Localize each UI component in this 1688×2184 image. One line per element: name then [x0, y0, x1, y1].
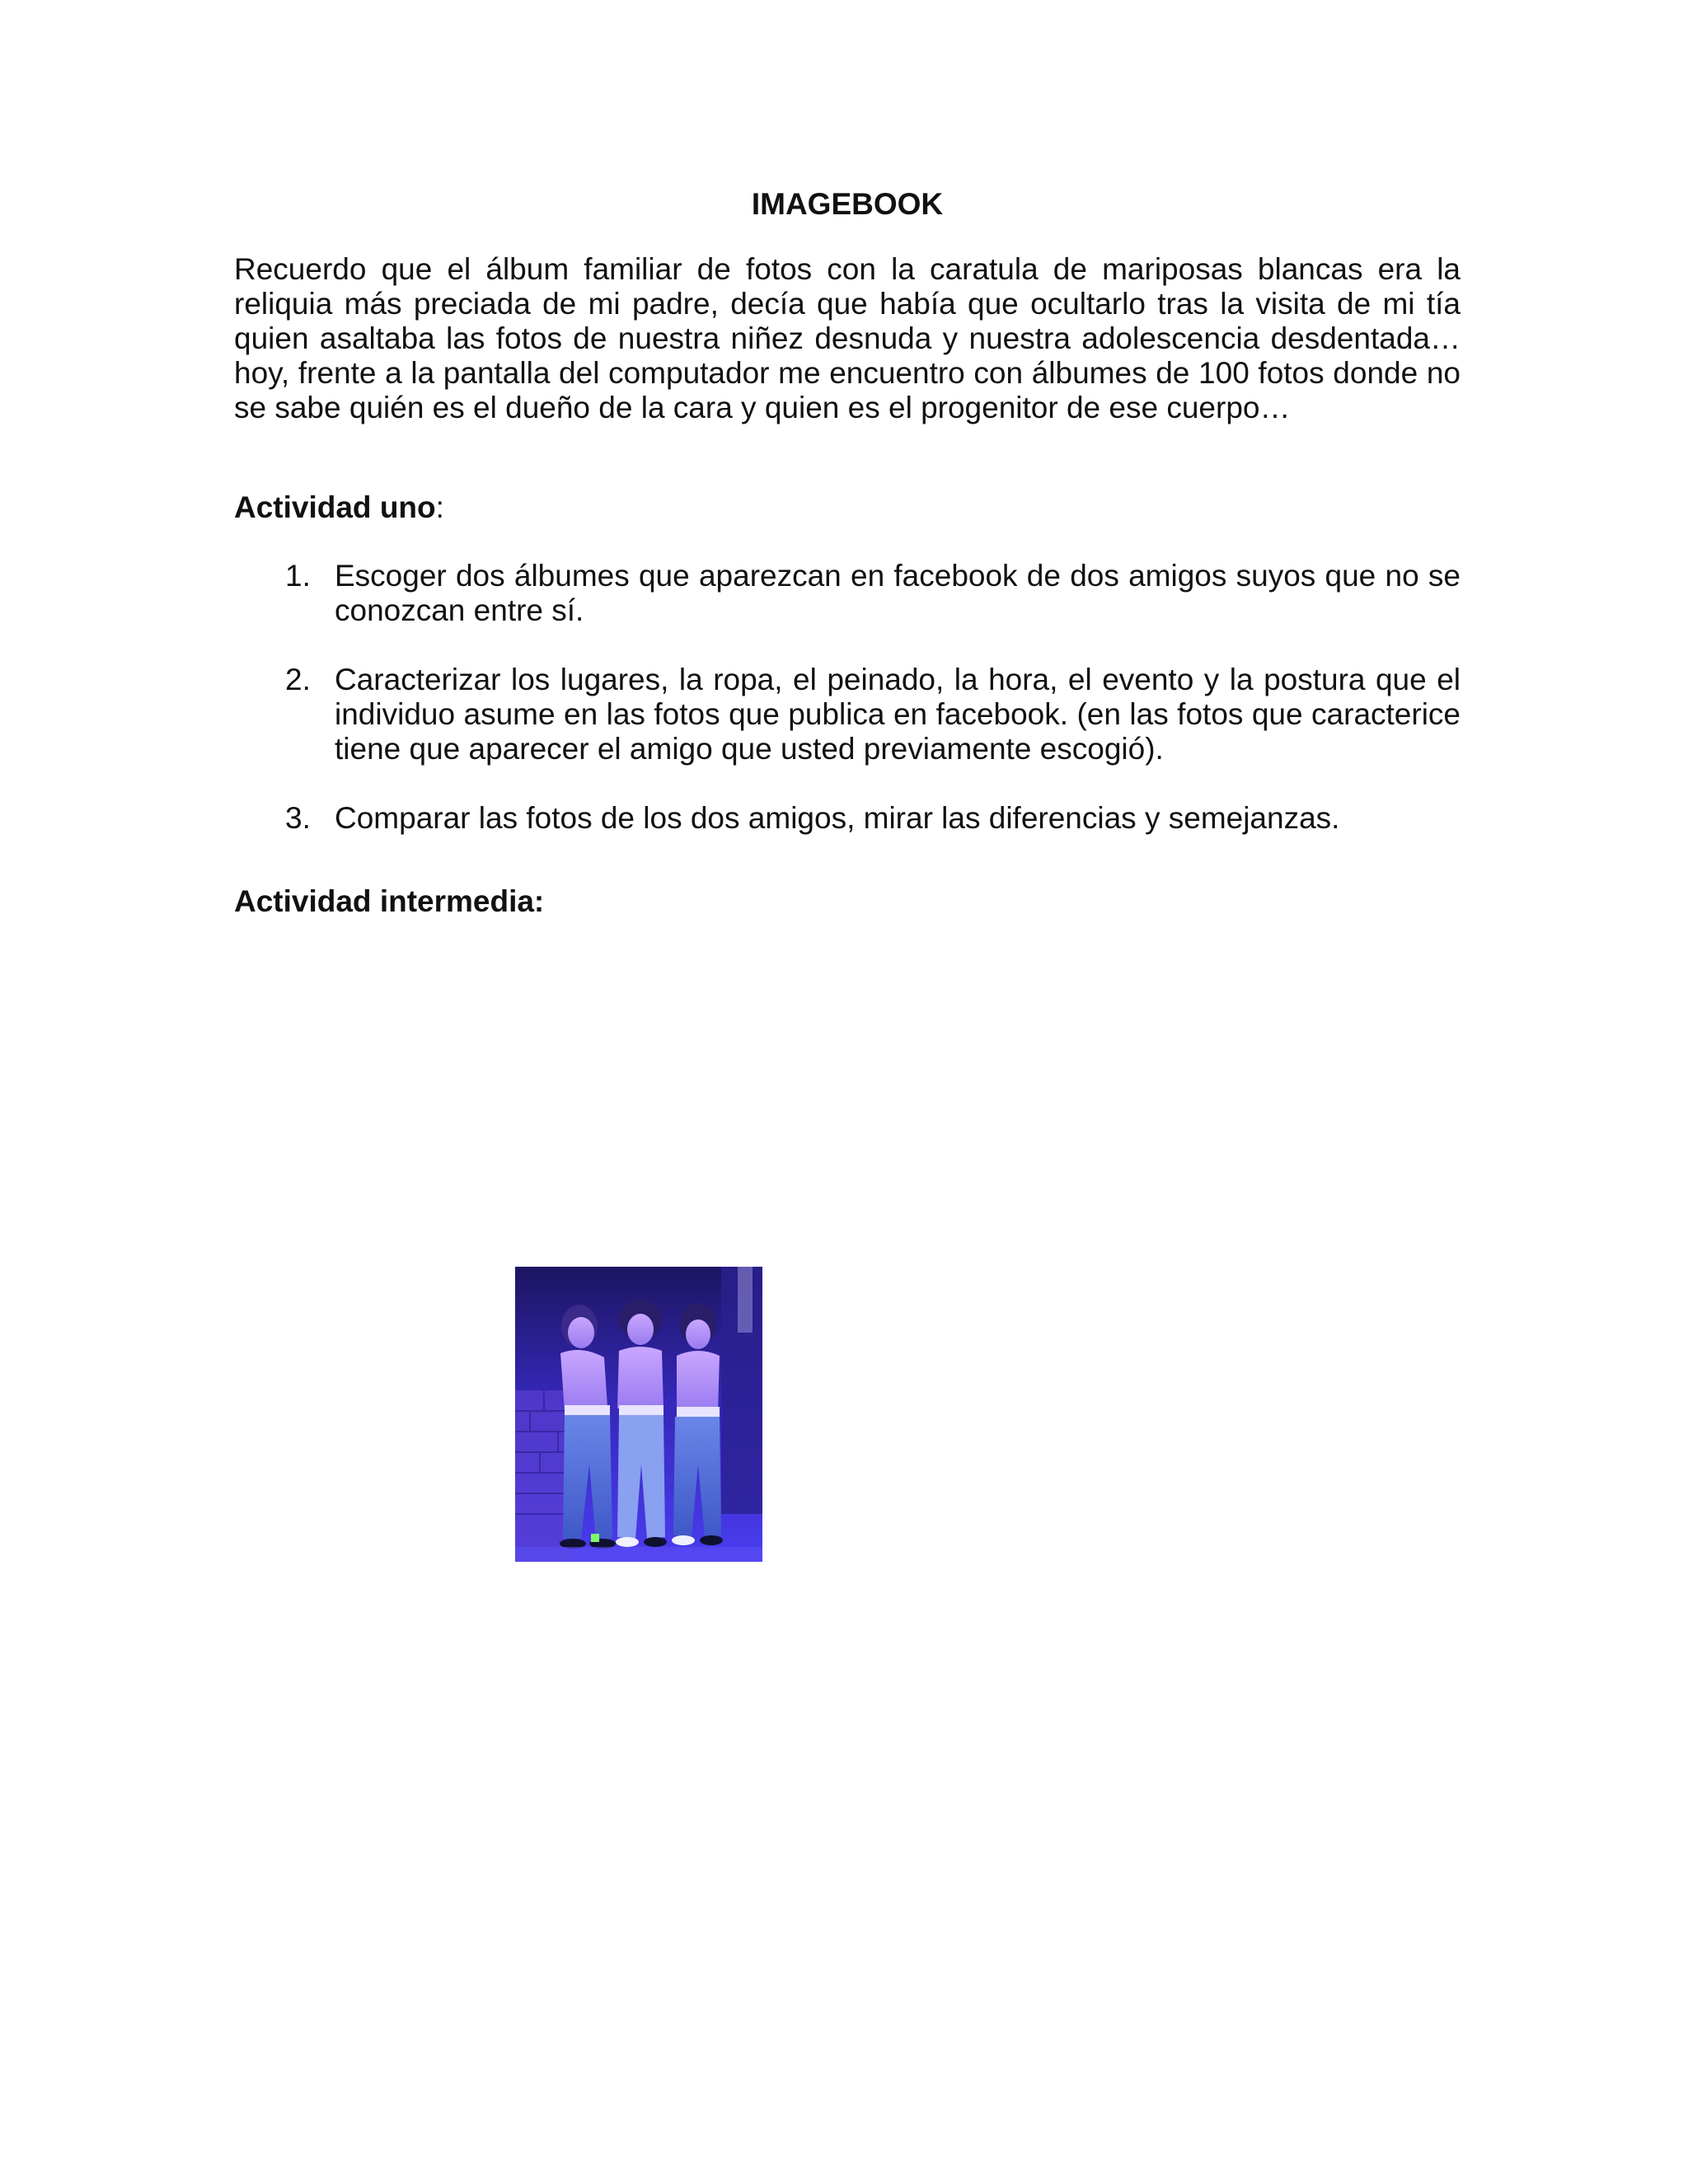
- document-body: [234, 186, 1461, 920]
- list-item-text: Comparar las fotos de los dos amigos, mirar las diferencias y semejanzas.: [335, 801, 1340, 835]
- section-heading-colon: :: [435, 490, 444, 524]
- activity-list: [234, 559, 1461, 836]
- photo: [515, 1267, 762, 1562]
- section-heading-actividad-uno: [234, 490, 1461, 526]
- photo-illustration: [515, 1267, 762, 1562]
- section-heading-actividad-uno-label: Actividad uno: [234, 490, 436, 524]
- list-item-number: 2.: [285, 663, 311, 696]
- document-title: IMAGEBOOK: [751, 187, 944, 221]
- list-item-number: 3.: [285, 801, 311, 835]
- list-item-text: Caracterizar los lugares, la ropa, el peinado, la hora, el evento y la postura que el individuo asume en las fotos que publica en facebook. (en las fotos que caracterice tiene que aparecer el amigo que usted previamente escogió).: [335, 663, 1461, 766]
- section-heading-actividad-intermedia: [234, 883, 1461, 920]
- list-item: [234, 559, 1461, 628]
- section-heading-actividad-intermedia-label: Actividad intermedia:: [234, 884, 545, 918]
- list-item: [234, 663, 1461, 766]
- list-item-text: Escoger dos álbumes que aparezcan en facebook de dos amigos suyos que no se conozcan entre sí.: [335, 559, 1461, 627]
- list-item-number: 1.: [285, 559, 311, 593]
- list-item: [234, 801, 1461, 836]
- intro-paragraph: Recuerdo que el álbum familiar de fotos con la caratula de mariposas blancas era la reliquia más preciada de mi padre, decía que había que ocultarlo tras la visita de mi tía quien asaltaba las fotos de nuestra niñez desnuda y nuestra adolescencia desdentada… hoy, frente a la pantalla del computador me encuentro con álbumes de 100 fotos donde no se sabe quién es el dueño de la cara y quien es el progenitor de ese cuerpo…: [234, 252, 1461, 424]
